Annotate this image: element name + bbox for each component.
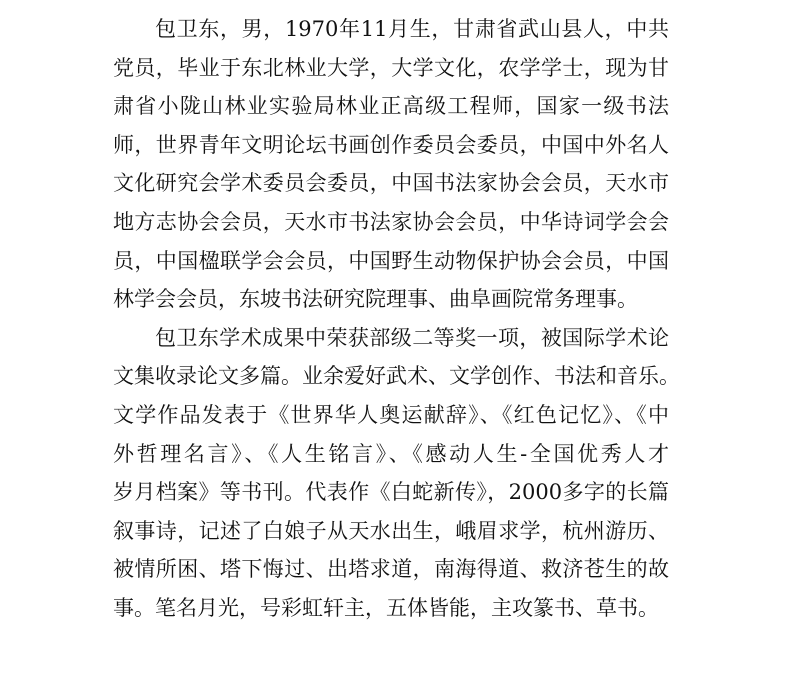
paragraph-line: 文学作品发表于《世界华人奥运献辞》、《红色记忆》、《中: [113, 402, 669, 427]
paragraph-line: 地方志协会会员，天水市书法家协会会员，中华诗词学会会: [113, 209, 669, 234]
paragraph-line: 文化研究会学术委员会委员，中国书法家协会会员，天水市: [113, 171, 669, 196]
paragraph-line: 叙事诗，记述了白娘子从天水出生，峨眉求学，杭州游历、: [113, 518, 669, 543]
paragraph-line: 被情所困、塔下悔过、出塔求道，南海得道、救济苍生的故: [113, 557, 669, 582]
paragraph-line: 林学会会员，东坡书法研究院理事、曲阜画院常务理事。: [113, 287, 638, 312]
paragraph-line: 外哲理名言》、《人生铭言》、《感动人生-全国优秀人才: [113, 441, 669, 466]
paragraph-line: 岁月档案》等书刊。代表作《白蛇新传》，2000多字的长篇: [113, 480, 669, 505]
paragraph-line: 党员，毕业于东北林业大学，大学文化，农学学士，现为甘: [113, 55, 669, 80]
paragraph-biography: [113, 10, 669, 319]
paragraph-line: 包卫东，男，1970年11月生，甘肃省武山县人，中共: [155, 17, 669, 41]
paragraph-line: 师，世界青年文明论坛书画创作委员会委员，中国中外名人: [113, 132, 669, 157]
document-body: [113, 10, 680, 628]
paragraph-achievements: [113, 319, 680, 628]
paragraph-line: 肃省小陇山林业实验局林业正高级工程师，国家一级书法: [113, 94, 669, 119]
paragraph-line: 事。笔名月光，号彩虹轩主，五体皆能，主攻篆书、草书。: [113, 595, 659, 620]
paragraph-line: 员，中国楹联学会会员，中国野生动物保护协会会员，中国: [113, 248, 669, 273]
paragraph-line: 文集收录论文多篇。业余爱好武术、文学创作、书法和音乐。: [113, 364, 680, 389]
paragraph-line: 包卫东学术成果中荣获部级二等奖一项，被国际学术论: [155, 325, 669, 350]
